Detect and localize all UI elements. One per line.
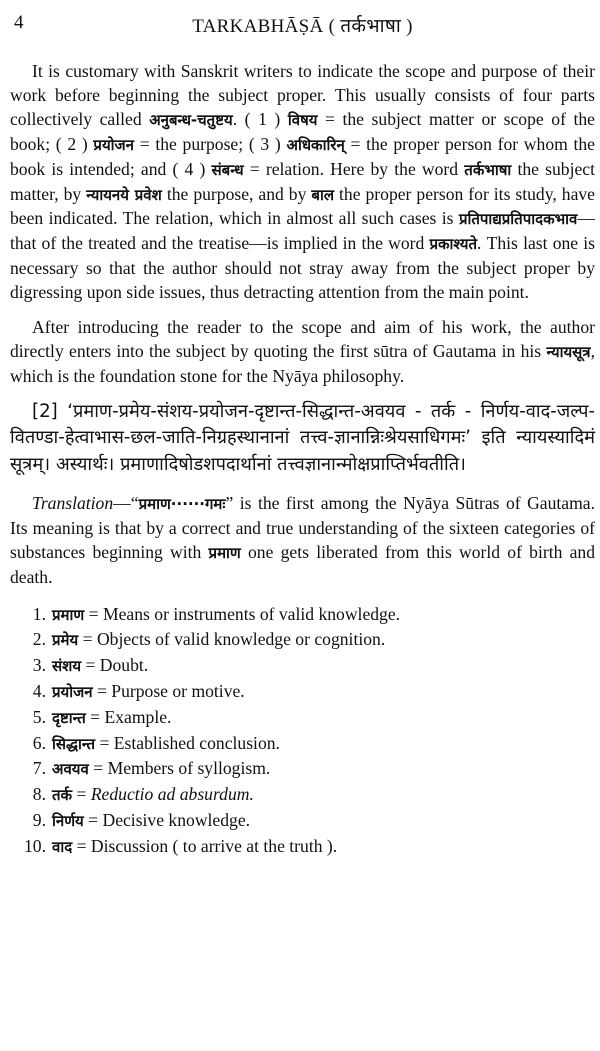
list-item: 2. प्रमेय = Objects of valid knowledge or cognition. xyxy=(32,629,386,650)
translation-label: Translation xyxy=(32,493,114,513)
sanskrit-term: बाल xyxy=(311,185,335,204)
list-item: 10. वाद = Discussion ( to arrive at the truth ). xyxy=(24,835,338,856)
sanskrit-term: प्रयोजन xyxy=(93,135,134,154)
sanskrit-term: विषय xyxy=(287,110,318,129)
sanskrit-term: न्यायसूत्र xyxy=(546,342,591,361)
sanskrit-term: संबन्ध xyxy=(211,160,244,179)
sanskrit-term: प्रकाश्यते xyxy=(429,235,478,254)
translation-paragraph: Translation—“प्रमाण······गमः” is the first among the Nyāya Sūtras of Gautama. Its meaning is that by a correct and true understanding of the sixteen categories of substances beginning with प्रमाण one gets liberated from this world of birth and death. xyxy=(10,493,595,587)
list-item: 3. संशय = Doubt. xyxy=(32,655,149,676)
list-item: 7. अवयव = Members of syllogism. xyxy=(32,758,271,779)
list-item: 6. सिद्धान्त = Established conclusion. xyxy=(32,732,280,753)
list-item: 5. दृष्टान्त = Example. xyxy=(32,706,172,727)
list-item: 9. निर्णय = Decisive knowledge. xyxy=(32,810,251,830)
sanskrit-term: अनुबन्ध-चतुष्टय xyxy=(149,110,233,129)
sutra-verse: [2] ‘प्रमाण-प्रमेय-संशय-प्रयोजन-दृष्टान्त-सिद्धान्त-अवयव - तर्क - निर्णय-वाद-जल्प-वितण्डा-हेत्वाभास-छल-जाति-निग्रहस्थानानां तत्त्व-ज्ञानान्निःश्रेयसाधिगमः’ इति न्यायस्यादिमं सूत्रम्। अस्यार्थः। प्रमाणादिषोडशपदार्थानां तत्त्वज्ञानान्मोक्षप्राप्तिर्भवतीति। xyxy=(10,400,595,475)
page-number: 4 xyxy=(14,12,24,33)
category-term: वाद xyxy=(52,837,73,856)
sanskrit-term: प्रतिपाद्यप्रतिपादकभाव xyxy=(458,210,578,229)
book-page xyxy=(10,6,595,860)
category-term: सिद्धान्त xyxy=(52,734,96,753)
intro-paragraph: It is customary with Sanskrit writers to indicate the scope and purpose of their work before beginning the subject proper. This usually consists of four parts collectively called अनुबन्ध-चतुष्टय. ( 1 ) विषय = the subject matter or scope of the book; ( 2 ) प्रयोजन = the purpose; ( 3 ) अधिकारिन् = the proper person for whom the book is intended; and ( 4 ) संबन्ध = relation. Here by the word तर्कभाषा the subject matter, by न्यायनये प्रवेश the purpose, and by बाल the proper person for its study, have been indicated. The relation, which in almost all such cases is प्रतिपाद्यप्रतिपादकभाव—that of the treated and the treatise—is implied in the word प्रकाश्यते. This last one is necessary so that the author should not stray away from the subject proper by digressing upon side issues, thus detracting attention from the main point. xyxy=(10,61,596,303)
category-term: प्रमाण xyxy=(52,605,85,624)
list-item: 1. प्रमाण = Means or instruments of valid knowledge. xyxy=(32,603,401,624)
sanskrit-term: तर्कभाषा xyxy=(464,160,512,179)
category-term: दृष्टान्त xyxy=(52,708,86,727)
category-term: अवयव xyxy=(52,760,89,779)
category-term: प्रयोजन xyxy=(52,683,93,702)
sanskrit-term: अधिकारिन् xyxy=(286,135,345,154)
sanskrit-term: न्यायनये प्रवेश xyxy=(86,185,162,204)
running-head: TARKABHĀṢĀ ( तर्कभाषा ) xyxy=(192,16,413,37)
categories-list xyxy=(10,602,595,860)
list-item: 8. तर्क = Reductio ad absurdum. xyxy=(32,784,254,805)
list-item: 4. प्रयोजन = Purpose or motive. xyxy=(32,681,245,702)
page-header xyxy=(10,6,595,40)
category-term: संशय xyxy=(52,657,82,676)
sutra-intro-paragraph: After introducing the reader to the scope and aim of his work, the author directly enters into the subject by quoting the first sūtra of Gautama in his न्यायसूत्र, which is the foundation stone for the Nyāya philosophy. xyxy=(10,317,595,386)
category-term: निर्णय xyxy=(52,812,84,830)
category-term: प्रमेय xyxy=(52,631,79,650)
category-term: तर्क xyxy=(52,786,73,805)
sanskrit-term: प्रमाण······गमः xyxy=(138,495,226,513)
sanskrit-term: प्रमाण xyxy=(208,543,241,562)
